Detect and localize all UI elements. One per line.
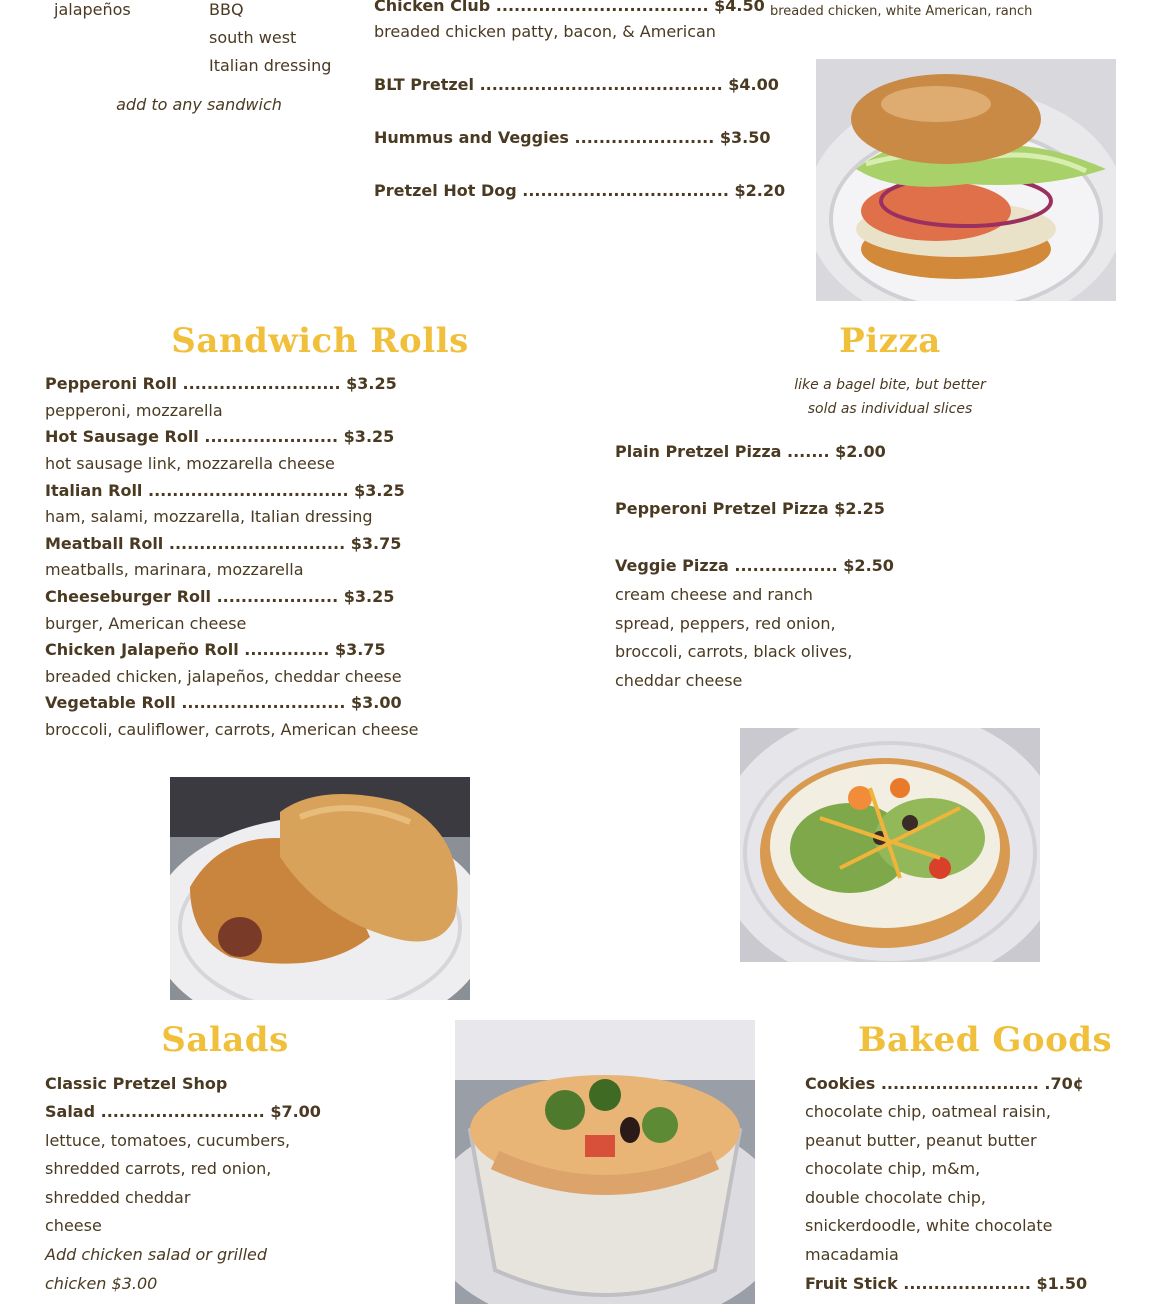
item-price: .70¢ xyxy=(1044,1074,1084,1093)
item-desc: cheese xyxy=(45,1216,102,1235)
dot-leader: ........................................ xyxy=(479,75,723,94)
item-price: $3.75 xyxy=(334,640,386,659)
item-desc: chocolate chip, m&m, xyxy=(805,1159,981,1178)
dot-leader: ................. xyxy=(734,556,838,575)
menu-item-meatball-roll xyxy=(45,534,401,554)
item-desc: cheddar cheese xyxy=(615,671,743,690)
item-price: $2.20 xyxy=(734,181,786,200)
item-price: $4.00 xyxy=(728,75,779,94)
dot-leader: ............................. xyxy=(168,534,346,553)
item-desc: double chocolate chip, xyxy=(805,1188,987,1207)
dot-leader: .......................... xyxy=(880,1074,1039,1093)
item-name: Chicken Jalapeño Roll xyxy=(45,640,239,659)
item-name: BLT Pretzel xyxy=(374,75,474,94)
menu-item-vegetable-roll xyxy=(45,693,402,713)
item-desc: burger, American cheese xyxy=(45,614,247,633)
item-price: $2.00 xyxy=(835,442,886,461)
menu-item-cookies xyxy=(805,1074,1084,1094)
menu-item-fruit-stick xyxy=(805,1274,1087,1294)
chicken-club-desc: breaded chicken patty, bacon, & American xyxy=(374,22,716,41)
dot-leader: ....... xyxy=(787,442,830,461)
dot-leader: ...................... xyxy=(204,427,339,446)
menu-item-chicken-jalapeno-roll xyxy=(45,640,386,660)
pasta-salad-photo xyxy=(455,1020,755,1304)
dot-leader: ..................... xyxy=(903,1274,1031,1293)
item-name: Vegetable Roll xyxy=(45,693,176,712)
item-price: $3.75 xyxy=(350,534,402,553)
item-name: Plain Pretzel Pizza xyxy=(615,442,782,461)
dot-leader: ....................... xyxy=(574,128,715,147)
menu-item-plain-pretzel-pizza xyxy=(615,442,886,462)
item-name: Veggie Pizza xyxy=(615,556,729,575)
item-name: Pretzel Hot Dog xyxy=(374,181,517,200)
item-desc: broccoli, carrots, black olives, xyxy=(615,642,853,661)
item-price: $2.25 xyxy=(834,499,885,518)
item-desc: shredded carrots, red onion, xyxy=(45,1159,272,1178)
item-desc: broccoli, cauliflower, carrots, American cheese xyxy=(45,720,419,739)
item-price: $3.25 xyxy=(343,587,395,606)
menu-item-pepperoni-roll xyxy=(45,374,397,394)
item-price: $7.00 xyxy=(270,1102,321,1121)
item-name: Pepperoni Pretzel Pizza xyxy=(615,499,829,518)
chicken-sandwich-photo xyxy=(816,59,1116,301)
pizza-tagline: like a bagel bite, but better xyxy=(794,377,986,393)
item-price: $3.25 xyxy=(346,374,397,393)
item-desc: peanut butter, peanut butter xyxy=(805,1131,1037,1150)
dot-leader: .................... xyxy=(216,587,339,606)
salad-name: Classic Pretzel Shop xyxy=(45,1074,228,1093)
item-desc: spread, peppers, red onion, xyxy=(615,614,836,633)
menu-item-hummus xyxy=(374,128,771,148)
item-name: Cheeseburger Roll xyxy=(45,587,211,606)
section-title-baked-goods: Baked Goods xyxy=(857,1020,1113,1060)
item-desc: macadamia xyxy=(805,1245,899,1264)
item-price: $1.50 xyxy=(1036,1274,1088,1293)
menu-item-classic-salad xyxy=(45,1102,321,1122)
menu-item-blt-pretzel xyxy=(374,75,779,95)
item-desc: meatballs, marinara, mozzarella xyxy=(45,560,304,579)
item-name: Italian Roll xyxy=(45,481,143,500)
item-name: Pepperoni Roll xyxy=(45,374,177,393)
item-name: Cookies xyxy=(805,1074,876,1093)
menu-item-italian-roll xyxy=(45,481,405,501)
item-desc: shredded cheddar xyxy=(45,1188,191,1207)
salad-addon-note: chicken $3.00 xyxy=(45,1274,158,1293)
pizza-tagline-slices: sold as individual slices xyxy=(807,401,973,417)
item-price: $3.50 xyxy=(719,128,771,147)
section-title-salads: Salads xyxy=(161,1020,289,1060)
topping-italian-dressing: Italian dressing xyxy=(209,56,332,75)
topping-jalapenos: jalapeños xyxy=(54,0,131,19)
item-name: Meatball Roll xyxy=(45,534,164,553)
dot-leader: ................................. xyxy=(147,481,349,500)
sandwich-rolls-photo xyxy=(170,777,470,1000)
menu-item-pretzel-hot-dog xyxy=(374,181,785,201)
section-title-pizza: Pizza xyxy=(839,321,941,361)
item-name: Fruit Stick xyxy=(805,1274,898,1293)
menu-item-cheeseburger-roll xyxy=(45,587,394,607)
item-price: $3.25 xyxy=(343,427,395,446)
topping-south-west: south west xyxy=(209,28,297,47)
item-name: Chicken Club xyxy=(374,0,491,15)
topping-bbq: BBQ xyxy=(209,0,244,19)
item-price: $3.00 xyxy=(351,693,402,712)
item-desc: cream cheese and ranch xyxy=(615,585,813,604)
toppings-note: add to any sandwich xyxy=(116,95,282,114)
side-note: breaded chicken, white American, ranch xyxy=(770,4,1033,19)
menu-item-hot-sausage-roll xyxy=(45,427,394,447)
item-price: $4.50 xyxy=(714,0,765,15)
item-desc: snickerdoodle, white chocolate xyxy=(805,1216,1053,1235)
item-price: $3.25 xyxy=(354,481,405,500)
dot-leader: ................................... xyxy=(495,0,709,15)
menu-item-veggie-pizza xyxy=(615,556,894,576)
dot-leader: .............. xyxy=(244,640,330,659)
menu-item-pepperoni-pretzel-pizza xyxy=(615,499,885,519)
section-title-sandwich-rolls: Sandwich Rolls xyxy=(171,321,469,361)
item-desc: breaded chicken, jalapeños, cheddar cheese xyxy=(45,667,402,686)
item-desc: lettuce, tomatoes, cucumbers, xyxy=(45,1131,291,1150)
dot-leader: .................................. xyxy=(522,181,729,200)
item-name: Salad xyxy=(45,1102,96,1121)
item-desc: hot sausage link, mozzarella cheese xyxy=(45,454,335,473)
item-desc: chocolate chip, oatmeal raisin, xyxy=(805,1102,1051,1121)
veggie-pizza-photo xyxy=(740,728,1040,962)
dot-leader: ........................... xyxy=(181,693,346,712)
menu-item-chicken-club xyxy=(374,0,765,16)
item-name: Hummus and Veggies xyxy=(374,128,569,147)
salad-addon-note: Add chicken salad or grilled xyxy=(45,1245,268,1264)
dot-leader: .......................... xyxy=(182,374,341,393)
dot-leader: ........................... xyxy=(100,1102,265,1121)
item-desc: ham, salami, mozzarella, Italian dressing xyxy=(45,507,373,526)
item-name: Hot Sausage Roll xyxy=(45,427,199,446)
item-price: $2.50 xyxy=(843,556,894,575)
item-desc: pepperoni, mozzarella xyxy=(45,401,223,420)
